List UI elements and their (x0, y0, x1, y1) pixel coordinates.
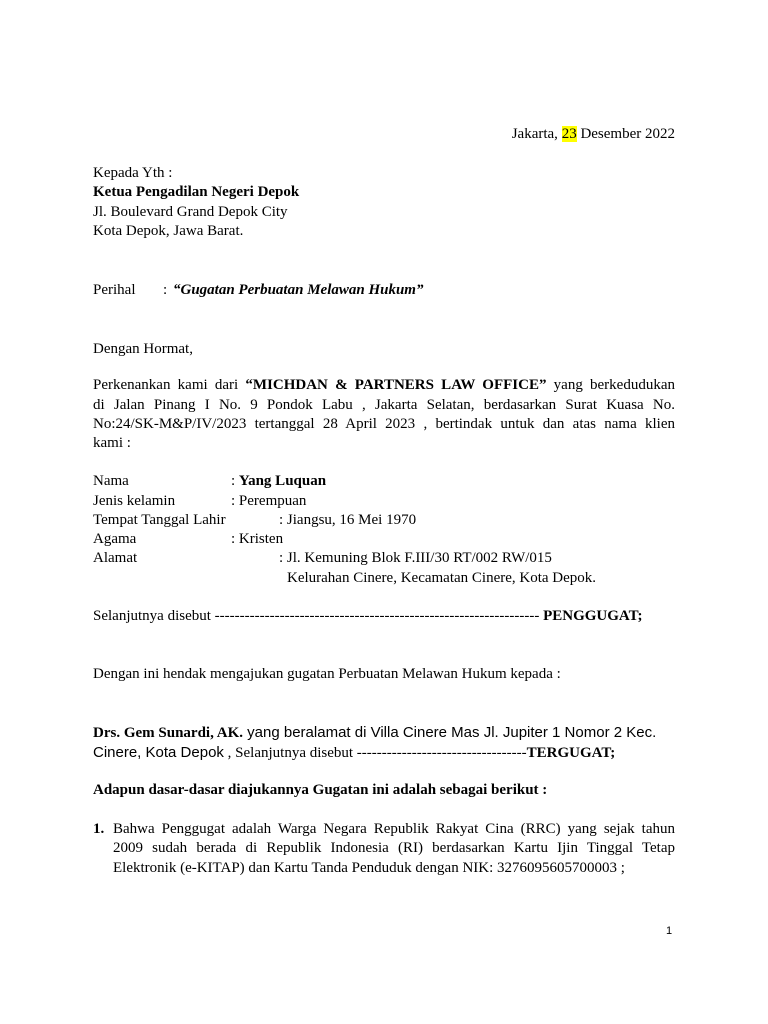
client-address-row2: Kelurahan Cinere, Kecamatan Cinere, Kota Depok. (287, 570, 597, 586)
ground-number: 1. (93, 821, 105, 837)
date-day-highlight: 23 (561, 126, 577, 142)
intro-line1: Perkenankan kami dari “MICHDAN & PARTNERS LAW OFFICE” yang berkedudukan (93, 377, 675, 393)
greeting: Dengan Hormat, (93, 341, 193, 357)
defendant-line2: Cinere, Kota Depok , Selanjutnya disebut ----------------------------------TERGUGAT; (93, 744, 616, 761)
recipient-address-line2: Kota Depok, Jawa Barat. (93, 223, 244, 239)
recipient-address-line1: Jl. Boulevard Grand Depok City (93, 204, 288, 220)
subject-line (93, 281, 675, 301)
defendant-label: TERGUGAT; (526, 745, 616, 761)
grounds-heading: Adapun dasar-dasar diajukannya Gugatan ini adalah sebagai berikut : (93, 782, 548, 798)
client-address-row: Alamat : Jl. Kemuning Blok F.III/30 RT/002 RW/015 (93, 550, 552, 566)
defendant-name: Drs. Gem Sunardi, AK. (93, 725, 244, 741)
filing-intro: Dengan ini hendak mengajukan gugatan Perbuatan Melawan Hukum kepada : (93, 666, 561, 682)
ground-item-1: 1. Bahwa Penggugat adalah Warga Negara Republik Rakyat Cina (RRC) yang sejak tahun 2009 sudah berada di Republik Indonesia (RI) berdasarkan Kartu Ijin Tinggal Tetap Elektronik (e-KITAP) dan Kartu Tanda Penduduk dengan NIK: 3276095605700003 ; (93, 821, 675, 876)
subject-colon: : (163, 282, 168, 298)
letter-date: Jakarta, 23 Desember 2022 (511, 126, 675, 142)
recipient-salutation: Kepada Yth : (93, 165, 173, 181)
client-name: Yang Luquan (238, 473, 327, 489)
client-name-row: Nama : Yang Luquan (93, 473, 327, 489)
page-number: 1 (666, 925, 673, 937)
document-page (93, 0, 675, 1024)
defendant-line1: Drs. Gem Sunardi, AK. yang beralamat di Villa Cinere Mas Jl. Jupiter 1 Nomor 2 Kec. (93, 724, 657, 741)
plaintiff-label: PENGGUGAT; (543, 608, 643, 624)
client-gender-row: Jenis kelamin : Perempuan (93, 493, 307, 509)
recipient-name: Ketua Pengadilan Negeri Depok (93, 184, 300, 200)
plaintiff-designation: Selanjutnya disebut ----------------------------------------------------------------- PENGGUGAT; (93, 608, 643, 624)
intro-line3: No:24/SK-M&P/IV/2023 tertanggal 28 April 2023 , bertindak untuk dan atas nama klien (93, 416, 675, 432)
intro-line4: kami : (93, 435, 131, 451)
subject-label: Perihal (93, 282, 136, 298)
intro-line2: di Jalan Pinang I No. 9 Pondok Labu , Jakarta Selatan, berdasarkan Surat Kuasa No. (93, 397, 675, 413)
subject-text: “Gugatan Perbuatan Melawan Hukum” (173, 282, 424, 298)
client-religion-row: Agama : Kristen (93, 531, 284, 547)
client-birth-row: Tempat Tanggal Lahir : Jiangsu, 16 Mei 1970 (93, 512, 417, 528)
firm-name: “MICHDAN & PARTNERS LAW OFFICE” (245, 377, 547, 393)
